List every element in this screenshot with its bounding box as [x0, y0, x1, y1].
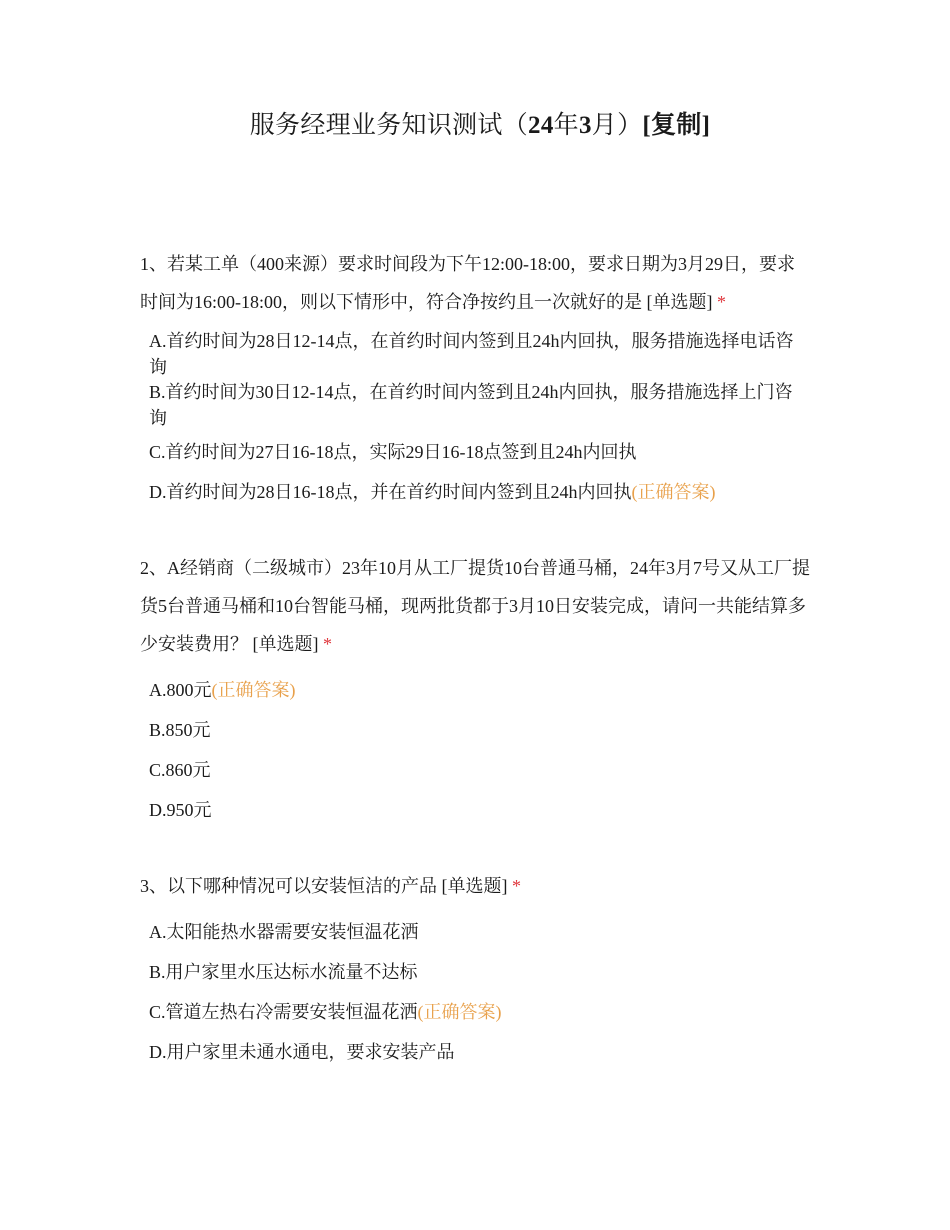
option[interactable]	[149, 328, 809, 380]
option[interactable]	[149, 999, 809, 1025]
required-mark: *	[717, 292, 726, 312]
option-text: B.用户家里水压达标水流量不达标	[149, 962, 418, 982]
option[interactable]	[149, 439, 809, 465]
question-text: 3、以下哪种情况可以安装恒洁的产品	[140, 876, 437, 896]
required-mark: *	[323, 634, 332, 654]
question-type: [单选题]	[441, 876, 508, 896]
option[interactable]	[149, 717, 809, 743]
option-text: A.800元	[149, 680, 212, 700]
question-3	[140, 867, 810, 905]
title-month: 3	[578, 112, 592, 139]
page-title	[0, 108, 950, 144]
option-text: A.首约时间为28日12-14点，在首约时间内签到且24h内回执，服务措施选择电话咨询	[149, 331, 794, 377]
question-1	[140, 245, 810, 321]
correct-answer-label: (正确答案)	[417, 1002, 502, 1022]
question-type: [单选题]	[252, 634, 319, 654]
title-suffix: 月）	[591, 112, 643, 139]
option-text: A.太阳能热水器需要安装恒温花洒	[149, 922, 419, 942]
correct-answer-label: (正确答案)	[631, 482, 716, 502]
option-text: D.用户家里未通水通电，要求安装产品	[149, 1042, 455, 1062]
option-text: D.950元	[149, 800, 212, 820]
question-text: 2、A经销商（二级城市）23年10月从工厂提货10台普通马桶，24年3月7号又从工厂提货5台普通马桶和10台智能马桶，现两批货都于3月10日安装完成，请问一共能结算多少安装费用？	[140, 558, 810, 654]
option-text: C.管道左热右冷需要安装恒温花洒	[149, 1002, 418, 1022]
title-year: 24	[528, 112, 554, 139]
option[interactable]	[149, 959, 809, 985]
option-text: C.860元	[149, 760, 211, 780]
title-prefix: 服务经理业务知识测试（	[249, 112, 529, 139]
option[interactable]	[149, 919, 809, 945]
correct-answer-label: (正确答案)	[211, 680, 296, 700]
option[interactable]	[149, 379, 809, 431]
option[interactable]	[149, 677, 809, 703]
title-mid: 年	[553, 112, 579, 139]
option[interactable]	[149, 479, 809, 505]
question-2	[140, 549, 810, 663]
required-mark: *	[512, 876, 521, 896]
option-text: C.首约时间为27日16-18点，实际29日16-18点签到且24h内回执	[149, 442, 637, 462]
option-text: B.850元	[149, 720, 211, 740]
question-text: 1、若某工单（400来源）要求时间段为下午12:00-18:00，要求日期为3月29日，要求时间为16:00-18:00，则以下情形中，符合净按约且一次就好的是	[140, 254, 795, 312]
option-text: D.首约时间为28日16-18点，并在首约时间内签到且24h内回执	[149, 482, 632, 502]
option[interactable]	[149, 1039, 809, 1065]
option-text: B.首约时间为30日12-14点，在首约时间内签到且24h内回执，服务措施选择上门咨询	[149, 382, 793, 428]
option[interactable]	[149, 797, 809, 823]
title-copy: [复制]	[642, 112, 711, 139]
question-type: [单选题]	[646, 292, 713, 312]
option[interactable]	[149, 757, 809, 783]
